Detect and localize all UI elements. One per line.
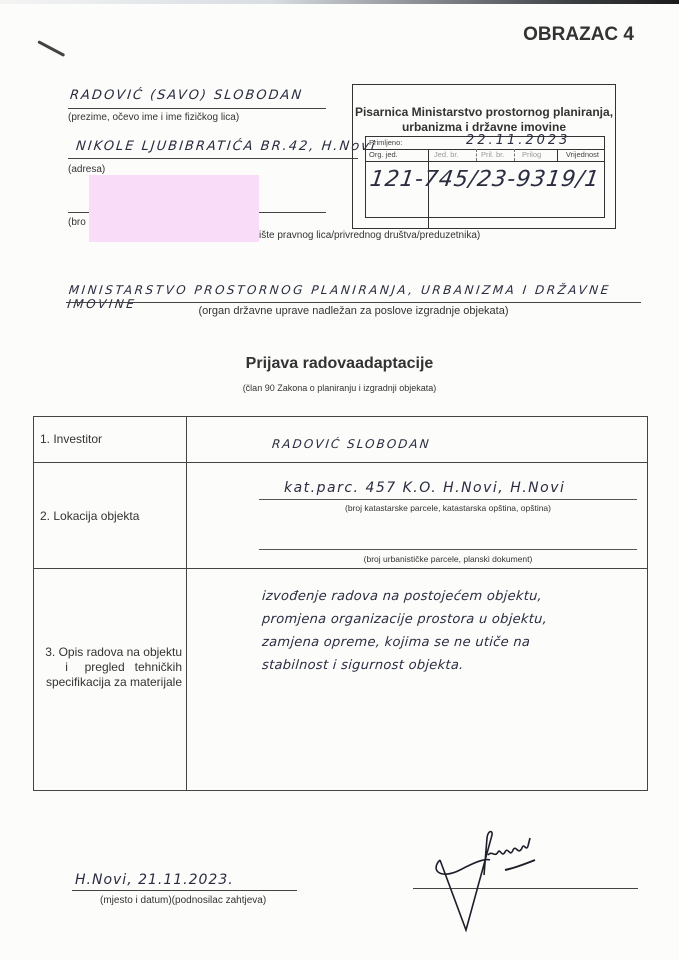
stamp-title-line2: urbanizma i državne imovine <box>401 120 567 134</box>
redacted-area <box>89 175 259 242</box>
description-line-3: zamjena opreme, kojima se ne utiče na <box>261 635 531 650</box>
applicant-name-line <box>68 108 326 109</box>
place-date-caption: (mjesto i datum)(podnosilac zahtjeva) <box>100 895 267 906</box>
authority-value: MINISTARSTVO PROSTORNOG PLANIRANJA, URBANIZMA I DRŽAVNE IMOVINE <box>66 283 612 311</box>
place-date-line <box>72 890 297 891</box>
row-location-caption1: (broj katastarske parcele, katastarska opština, opština) <box>345 503 551 513</box>
stamp-col2: Jed. br. <box>434 150 459 159</box>
table-row-divider <box>34 462 647 463</box>
received-date: 22.11.2023 <box>466 133 571 148</box>
applicant-third-caption-right: ište pravnog lica/privrednog društva/preduzetnika) <box>259 230 481 241</box>
stamp-col3: Pril. br. <box>481 150 505 159</box>
pen-mark <box>37 40 65 57</box>
row-location-value: kat.parc. 457 K.O. H.Novi, H.Novi <box>284 480 566 496</box>
stamp-title <box>353 105 615 135</box>
row-description-label-line2: i pregled tehničkih <box>65 660 182 674</box>
description-line-2: promjena organizacije prostora u objektu, <box>261 612 548 627</box>
row-investitor-label: 1. Investitor <box>40 432 103 446</box>
document-title: Prijava radovaadaptacije <box>245 355 434 372</box>
stamp-header-row <box>366 149 604 162</box>
scan-edge <box>0 0 679 4</box>
authority-caption: (organ državne uprave nadležan za poslove izgradnje objekata) <box>198 305 509 317</box>
authority-line <box>66 302 641 303</box>
row-description-label-line1: 3. Opis radova na objektu <box>45 645 182 659</box>
applicant-third-caption-left: (bro <box>68 217 86 228</box>
stamp-grid <box>365 133 605 218</box>
row-location-label: 2. Lokacija objekta <box>40 509 140 523</box>
row-description-label-line3: specifikacija za materijale <box>45 675 182 689</box>
table-row-divider <box>34 568 647 569</box>
form-number: OBRAZAC 4 <box>523 24 634 45</box>
applicant-address-caption: (adresa) <box>68 164 106 175</box>
value-label: Vrijednost <box>557 150 601 161</box>
applicant-name-caption: (prezime, očevo ime i ime fizičkog lica) <box>68 112 240 123</box>
applicant-address-line <box>68 158 358 159</box>
row-investitor-value: RADOVIĆ SLOBODAN <box>271 437 432 451</box>
row-location-line2 <box>259 549 637 550</box>
description-line-1: izvođenje radova na postojećem objektu, <box>261 589 543 604</box>
applicant-name-value: RADOVIĆ (SAVO) SLOBODAN <box>69 88 304 103</box>
org-label: Org. jed. <box>369 150 398 159</box>
registry-stamp <box>352 84 616 229</box>
stamp-title-line1: Pisarnica Ministarstvo prostornog planiranja, <box>354 105 614 119</box>
row-location-line1 <box>259 499 637 500</box>
stamp-cell-divider <box>514 149 515 161</box>
stamp-col4: Prilog <box>522 150 542 159</box>
stamp-cell-divider <box>476 149 477 161</box>
description-line-4: stabilnost i sigurnost objekta. <box>261 658 465 673</box>
table-column-divider <box>186 417 187 790</box>
place-date-value: H.Novi, 21.11.2023. <box>75 872 234 888</box>
received-label: Primljeno: <box>369 138 403 147</box>
row-location-caption2: (broj urbanističke parcele, planski dokument) <box>363 554 533 564</box>
row-description-label <box>40 645 182 690</box>
form-table <box>33 416 648 791</box>
applicant-address-value: NIKOLE LJUBIBRATIĆA BR.42, H.Novi <box>75 139 378 154</box>
reference-number: 121-745/23-9319/1 <box>368 167 602 192</box>
document-subtitle: (član 90 Zakona o planiranju i izgradnji objekata) <box>242 383 437 393</box>
signature-icon <box>430 830 560 935</box>
